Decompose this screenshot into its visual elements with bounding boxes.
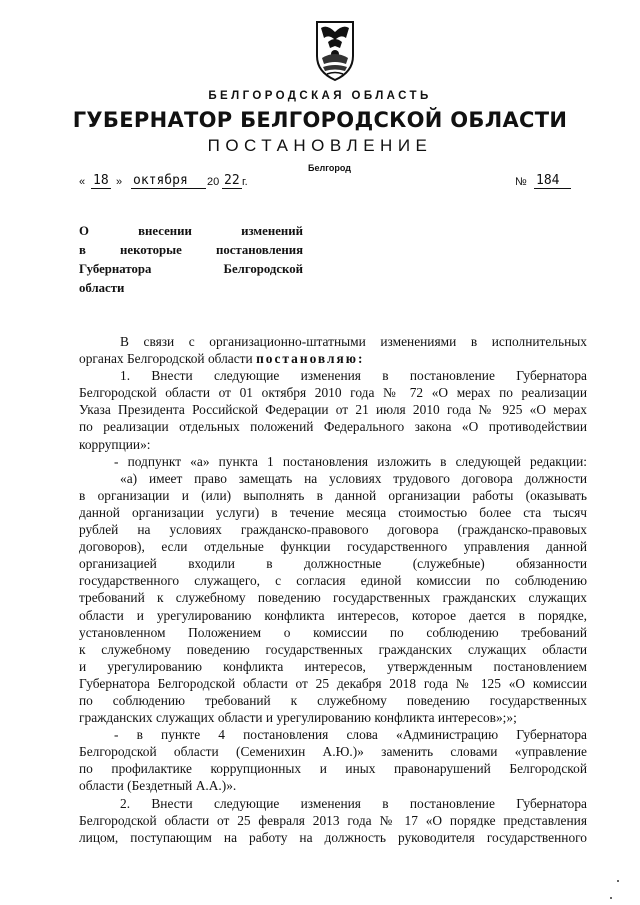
coat-of-arms-icon	[313, 20, 357, 82]
body-line: установленном Положением о комиссии по соблюдению требований	[79, 624, 587, 640]
decree-emphasis: постановляю:	[256, 351, 365, 367]
governor-title: ГУБЕРНАТОР БЕЛГОРОДСКОЙ ОБЛАСТИ	[72, 108, 568, 132]
body-line: в организации и (или) выполнять в данной организации работы (оказывать	[79, 487, 587, 503]
body-line: по реализации отдельных положений Федерального закона «О противодействии	[79, 419, 587, 435]
body-line: данной организации услуги) в течение месяца стоимостью более ста тысяч	[79, 504, 587, 520]
document-body	[79, 333, 587, 846]
body-line: Указа Президента Российской Федерации от 21 июля 2010 года № 925 «О мерах	[79, 402, 587, 418]
date-year-unit: г.	[242, 176, 248, 188]
body-line: договоров), если отдельные функции государственного управления данной	[79, 539, 587, 555]
body-line: «а) имеет право замещать на условиях трудового договора должности	[120, 470, 587, 486]
body-line: Губернатора Белгородской области от 25 декабря 2018 года № 125 «О комиссии	[79, 675, 587, 691]
body-line: - в пункте 4 постановления слова «Администрацию Губернатора	[114, 727, 587, 743]
city-label: Белгород	[308, 163, 351, 173]
subject-line: Губернатора Белгородской	[79, 262, 303, 276]
body-line-text: органах Белгородской области	[79, 351, 257, 367]
body-line-with-emphasis	[79, 350, 587, 367]
document-type: ПОСТАНОВЛЕНИЕ	[207, 136, 433, 155]
body-line: требований к служебному поведению государственных гражданских служащих	[79, 590, 587, 606]
body-line: - подпункт «а» пункта 1 постановления изложить в следующей редакции:	[114, 453, 587, 469]
date-number-line	[79, 173, 589, 196]
date-day: 18	[93, 173, 109, 188]
scan-speck	[617, 880, 619, 882]
body-line: 1. Внести следующие изменения в постановление Губернатора	[120, 368, 587, 384]
body-line: области (Бездетный А.А.)».	[79, 778, 237, 794]
body-line: Белгородской области от 25 февраля 2013 года № 17 «О порядке представления	[79, 812, 587, 828]
body-line: к служебному поведению государственных гражданских служащих области	[79, 641, 587, 657]
body-line: Белгородской области (Семенихин А.Ю.)» заменить словами «управление	[79, 744, 587, 760]
body-line: 2. Внести следующие изменения в постановление Губернатора	[120, 795, 587, 811]
subject-line: О внесении изменений	[79, 224, 303, 238]
decree-number-label: №	[515, 176, 527, 188]
region-title: БЕЛГОРОДСКАЯ ОБЛАСТЬ	[208, 90, 432, 102]
body-line: гражданских служащих области и урегулированию конфликта интересов»;»;	[79, 710, 517, 726]
body-line: и урегулированию конфликта интересов, утвержденным постановлением	[79, 658, 587, 674]
body-line: рублей на условиях гражданско-правового договора (гражданско-правовых	[79, 522, 587, 538]
subject-line: области	[79, 281, 125, 295]
body-line: В связи с организационно-штатными изменениями в исполнительных	[120, 334, 587, 349]
document-subject	[79, 222, 303, 298]
date-month: октября	[131, 173, 206, 189]
body-line: лицом, поступающим на работу на должность руководителя государственного	[79, 829, 587, 845]
scan-speck	[610, 897, 612, 899]
body-line: по соблюдению требований к служебному поведению государственных	[79, 692, 587, 708]
body-line: коррупции»:	[79, 436, 151, 452]
date-year-prefix: 20	[207, 176, 220, 188]
body-line: по профилактике коррупционных и иных правонарушений Белгородской	[79, 761, 587, 777]
subject-line: в некоторые постановления	[79, 243, 303, 257]
date-close-quote: »	[116, 176, 123, 188]
decree-number: 184	[534, 173, 571, 189]
date-open-quote: «	[79, 176, 86, 188]
body-line: организацией входили в должностные (служебные) обязанности	[79, 556, 587, 572]
body-line: государственного служащего, с согласия единой комиссии по соблюдению	[79, 573, 587, 589]
date-year-suffix: 22	[224, 173, 240, 188]
body-line: Белгородской области от 01 октября 2010 года № 72 «О мерах по реализации	[79, 385, 587, 401]
body-line: области и урегулированию конфликта интересов, которое дается в порядке,	[79, 607, 587, 623]
